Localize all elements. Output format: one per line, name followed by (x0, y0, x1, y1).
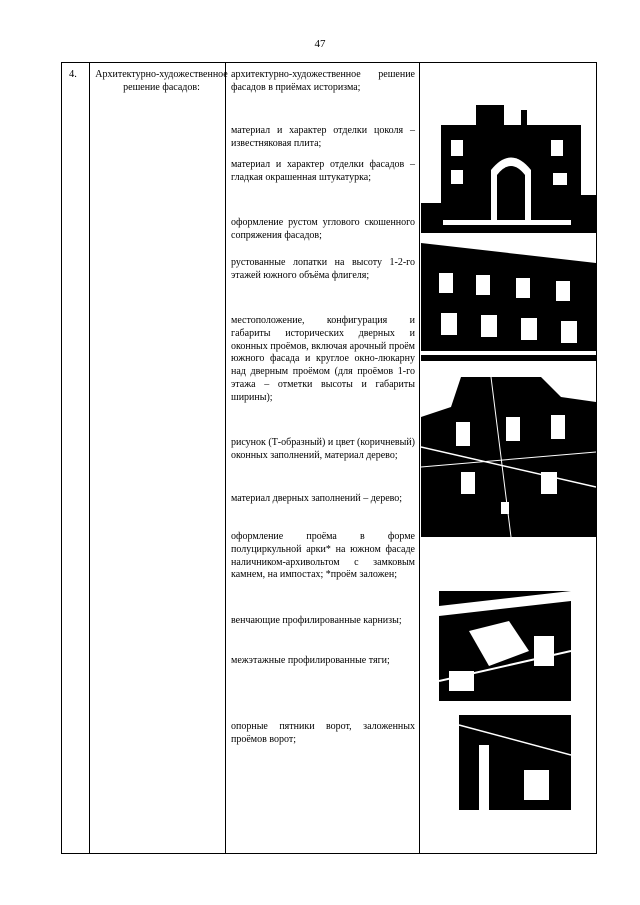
row-name: Архитектурно-художественное решение фасадов: (95, 69, 228, 93)
list-item: материал и характер отделки цоколя – известняковая плита; (231, 125, 415, 149)
list-item: опорные пятники ворот, заложенных проёмов ворот; (231, 721, 415, 745)
list-item: межэтажные профилированные тяги; (231, 655, 390, 666)
list-item: венчающие профилированные карнизы; (231, 615, 402, 626)
list-item: рустованные лопатки на высоту 1-2-го этажей южного объёма флигеля; (231, 257, 415, 281)
heritage-table (61, 62, 597, 854)
photo-building-arch (421, 85, 596, 235)
photo-facade-south (421, 233, 596, 371)
list-item: материал дверных заполнений – дерево; (231, 493, 403, 504)
list-item: оформление проёма в форме полуциркульной арки* на южном фасаде наличником-архивольтом с замковым камнем, на импостах; *проём заложен; (231, 531, 415, 581)
page-number: 47 (314, 38, 326, 50)
photo-cornice (439, 591, 571, 701)
column-divider (89, 63, 90, 853)
list-item: местоположение, конфигурация и габариты исторических дверных и оконных проёмов, включая арочный проём южного фасада и круглое окно-люкарну над дверным проёмом (для проёмов 1-го этажа – отметки высоты и габариты ширины); (231, 315, 415, 403)
photo-gate (439, 715, 571, 825)
photo-facade-wires (421, 377, 596, 537)
column-divider (225, 63, 226, 853)
list-item: архитектурно-художественное решение фасадов в приёмах историзма; (231, 69, 415, 93)
list-item: оформление рустом углового скошенного сопряжения фасадов; (231, 217, 415, 241)
column-divider (419, 63, 420, 853)
list-item: материал и характер отделки фасадов – гладкая окрашенная штукатурка; (231, 159, 415, 183)
row-number: 4. (69, 69, 77, 80)
list-item: рисунок (Т-образный) и цвет (коричневый) оконных заполнений, материал дерево; (231, 437, 416, 461)
